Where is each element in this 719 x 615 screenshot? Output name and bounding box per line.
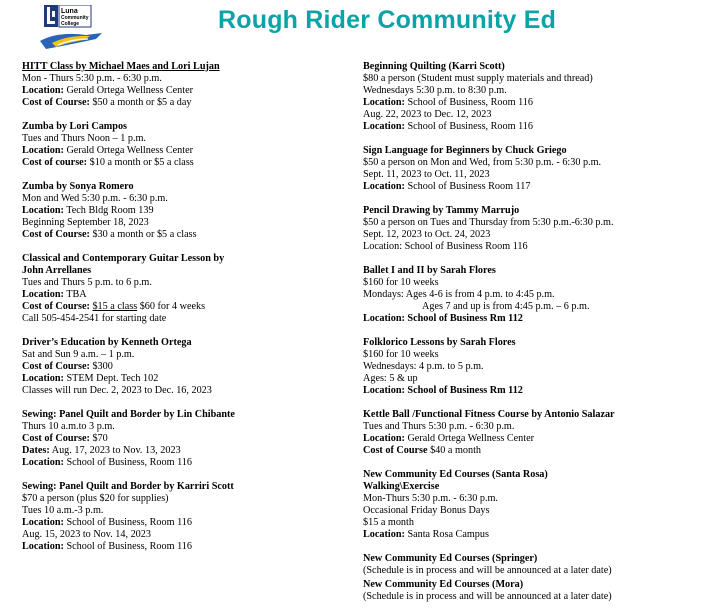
detail-text: Mon-Thurs 5:30 p.m. - 6:30 p.m. — [363, 492, 498, 504]
detail-text: Gerald Ortega Wellness Center — [404, 432, 535, 444]
detail-label: Location: — [363, 121, 405, 133]
course-section — [363, 145, 713, 193]
course-section — [363, 409, 713, 457]
course-detail-line — [22, 517, 342, 529]
detail-text: Tues 10 a.m.-3 p.m. — [22, 504, 104, 516]
course-detail-line — [22, 457, 342, 469]
detail-text: Wednesdays: 4 p.m. to 5 p.m. — [363, 360, 484, 372]
course-heading: Ballet I and II by Sarah Flores — [363, 264, 496, 276]
detail-label: Cost of Course: — [22, 432, 90, 444]
course-heading: Driver’s Education by Kenneth Ortega — [22, 336, 192, 348]
detail-text: School of Business Room 117 — [404, 181, 531, 193]
detail-text: Sat and Sun 9 a.m. – 1 p.m. — [22, 348, 135, 360]
course-section — [22, 253, 342, 326]
course-heading: New Community Ed Courses (Mora) — [363, 578, 524, 590]
course-detail-line — [363, 361, 713, 373]
course-detail-line — [363, 591, 713, 603]
course-detail-line — [22, 313, 342, 325]
detail-text: (Schedule is in process and will be announced at a later date) — [363, 564, 612, 576]
detail-text: Mon - Thurs 5:30 p.m. - 6:30 p.m. — [22, 73, 162, 85]
detail-text: Sept. 11, 2023 to Oct. 11, 2023 — [363, 169, 490, 181]
detail-text: Thurs 10 a.m.to 3 p.m. — [22, 420, 115, 432]
course-detail-line — [22, 229, 342, 241]
course-section — [22, 337, 342, 397]
detail-label: Location: — [22, 204, 64, 216]
course-heading: Kettle Ball /Functional Fitness Course by Antonio Salazar — [363, 408, 615, 420]
detail-label: Cost of Course: — [22, 360, 90, 372]
course-detail-line — [363, 301, 713, 313]
detail-text: (Schedule is in process and will be announced at a later date) — [363, 590, 612, 602]
logo-line2: Community — [61, 15, 89, 21]
course-detail-line — [22, 529, 342, 541]
course-detail-line — [363, 229, 713, 241]
page-title: Rough Rider Community Ed — [218, 6, 557, 34]
detail-text: Santa Rosa Campus — [404, 529, 489, 541]
course-detail-line — [363, 169, 713, 181]
course-section — [22, 481, 342, 554]
logo-line1: Luna — [61, 8, 78, 15]
course-detail-line — [363, 421, 713, 433]
course-detail-line — [363, 217, 713, 229]
detail-label: Location: — [22, 373, 64, 385]
course-detail-line — [363, 241, 713, 253]
course-heading: New Community Ed Courses (Santa Rosa) — [363, 468, 548, 480]
course-section — [363, 61, 713, 134]
course-section — [363, 205, 713, 253]
detail-text: Aug. 17, 2023 to Nov. 13, 2023 — [49, 445, 181, 457]
detail-label: Location: School of Business Rm 112 — [363, 313, 523, 325]
detail-label: Cost of Course: — [22, 97, 90, 109]
course-detail-line — [22, 73, 342, 85]
course-detail-line — [363, 277, 713, 289]
right-column — [363, 61, 713, 615]
course-detail-line — [363, 493, 713, 505]
detail-text: $50 a month or $5 a day — [89, 97, 192, 109]
course-detail-line — [22, 277, 342, 289]
detail-text: Aug. 15, 2023 to Nov. 14, 2023 — [22, 529, 151, 541]
detail-label: Location: — [363, 432, 405, 444]
detail-text: $70 a person (plus $20 for supplies) — [22, 492, 169, 504]
detail-text: School of Business, Room 116 — [404, 97, 533, 109]
course-heading: Folklorico Lessons by Sarah Flores — [363, 336, 516, 348]
course-heading: HITT Class by Michael Maes and Lori Lujan — [22, 61, 220, 72]
detail-text: $40 a month — [427, 445, 481, 457]
course-detail-line — [363, 121, 713, 133]
detail-label: Location: — [22, 145, 64, 157]
detail-label: Location: — [363, 529, 405, 541]
detail-text: Location: School of Business Room 116 — [363, 241, 528, 253]
detail-text: Aug. 22, 2023 to Dec. 12, 2023 — [363, 109, 492, 121]
course-heading: Sign Language for Beginners by Chuck Griego — [363, 145, 567, 157]
detail-text: Occasional Friday Bonus Days — [363, 504, 490, 516]
detail-text: $300 — [89, 360, 113, 372]
course-heading: Zumba by Sonya Romero — [22, 180, 134, 192]
course-detail-line — [22, 361, 342, 373]
detail-text: Gerald Ortega Wellness Center — [63, 85, 194, 97]
logo-line3: College — [61, 21, 80, 27]
detail-text: Mondays: Ages 4-6 is from 4 p.m. to 4:45 p.m. — [363, 289, 555, 300]
course-detail-line — [363, 313, 713, 325]
detail-text: Tues and Thurs 5:30 p.m. - 6:30 p.m. — [363, 420, 515, 432]
detail-text: Tues and Thurs Noon – 1 p.m. — [22, 132, 146, 144]
left-column — [22, 61, 342, 565]
course-detail-line — [363, 445, 713, 457]
detail-text: Mon and Wed 5:30 p.m. - 6:30 p.m. — [22, 192, 168, 204]
detail-label: Location: — [22, 85, 64, 97]
detail-label: Location: School of Business Rm 112 — [363, 385, 523, 397]
detail-text: Tues and Thurs 5 p.m. to 6 p.m. — [22, 276, 152, 288]
course-section — [22, 121, 342, 169]
course-detail-line — [22, 493, 342, 505]
detail-text: Tech Bldg Room 139 — [63, 204, 154, 216]
detail-label: Location: — [22, 457, 64, 469]
detail-text: School of Business, Room 116 — [63, 541, 192, 553]
course-detail-line — [363, 349, 713, 361]
detail-text: STEM Dept. Tech 102 — [63, 373, 159, 385]
course-detail-line — [363, 505, 713, 517]
course-heading: Pencil Drawing by Tammy Marrujo — [363, 204, 520, 216]
course-heading: Sewing: Panel Quilt and Border by Karriri Scott — [22, 480, 234, 492]
detail-label: Cost of Course — [363, 445, 428, 457]
course-section — [363, 553, 713, 577]
detail-label: Location: — [22, 541, 64, 553]
course-detail-line — [22, 373, 342, 385]
course-detail-line — [363, 97, 713, 109]
detail-text: School of Business, Room 116 — [63, 457, 192, 469]
course-heading-cont: John Arrellanes — [22, 264, 92, 276]
course-detail-line — [22, 289, 342, 301]
course-detail-line — [22, 505, 342, 517]
course-detail-line — [22, 217, 342, 229]
detail-text: TBA — [63, 289, 87, 300]
course-detail-line — [363, 181, 713, 193]
course-detail-line — [22, 445, 342, 457]
course-detail-line — [363, 565, 713, 577]
course-heading: Zumba by Lori Campos — [22, 120, 128, 132]
course-heading: New Community Ed Courses (Springer) — [363, 552, 538, 564]
detail-text: $80 a person (Student must supply materials and thread) — [363, 73, 593, 85]
course-section — [22, 181, 342, 241]
course-detail-line — [22, 301, 342, 313]
detail-label: Cost of course: — [22, 157, 88, 169]
detail-text: School of Business, Room 116 — [63, 517, 192, 528]
course-heading: Sewing: Panel Quilt and Border by Lin Chibante — [22, 408, 235, 420]
luna-community-college-logo — [38, 5, 108, 55]
detail-label: Location: — [363, 97, 405, 109]
detail-label: Cost of Course: — [22, 229, 90, 241]
detail-text: Ages 7 and up is from 4:45 p.m. – 6 p.m. — [422, 301, 590, 313]
detail-text: Beginning September 18, 2023 — [22, 217, 149, 229]
course-heading: Classical and Contemporary Guitar Lesson by — [22, 252, 225, 264]
detail-text: $70 — [89, 432, 108, 444]
detail-text: $30 a month or $5 a class — [89, 229, 197, 241]
course-detail-line — [363, 385, 713, 397]
course-section — [363, 337, 713, 397]
course-heading-cont: Walking\Exercise — [363, 480, 440, 492]
course-detail-line — [22, 385, 342, 397]
detail-label: Cost of Course: — [22, 301, 90, 313]
course-detail-line — [22, 421, 342, 433]
course-detail-line — [22, 433, 342, 445]
course-section — [22, 61, 342, 109]
course-detail-line — [22, 157, 342, 169]
detail-text: School of Business, Room 116 — [404, 121, 533, 133]
detail-underlined-text: $15 a class — [92, 301, 138, 313]
course-detail-line — [363, 73, 713, 85]
detail-label: Location: — [22, 517, 64, 528]
detail-text: $10 a month or $5 a class — [87, 157, 194, 169]
course-detail-line — [22, 97, 342, 109]
course-detail-line — [22, 145, 342, 157]
course-detail-line — [22, 349, 342, 361]
course-detail-line — [363, 109, 713, 121]
detail-text: $50 a person on Mon and Wed, from 5:30 p.m. - 6:30 p.m. — [363, 157, 602, 169]
course-section — [22, 409, 342, 469]
course-detail-line — [363, 85, 713, 97]
course-detail-line — [363, 517, 713, 529]
detail-text: Classes will run Dec. 2, 2023 to Dec. 16, 2023 — [22, 385, 212, 397]
detail-text: Gerald Ortega Wellness Center — [63, 145, 194, 157]
detail-text: $160 for 10 weeks — [363, 276, 439, 288]
course-detail-line — [363, 529, 713, 541]
course-detail-line — [22, 205, 342, 217]
course-detail-line — [363, 289, 713, 301]
detail-text: Call 505-454-2541 for starting date — [22, 313, 167, 325]
course-detail-line — [22, 133, 342, 145]
detail-text: Wednesdays 5:30 p.m. to 8:30 p.m. — [363, 85, 507, 97]
course-section — [363, 265, 713, 325]
detail-text: $160 for 10 weeks — [363, 348, 439, 360]
detail-text: Sept. 12, 2023 to Oct. 24, 2023 — [363, 229, 491, 241]
detail-text: Ages: 5 & up — [363, 373, 418, 385]
detail-text: $50 a person on Tues and Thursday from 5:30 p.m.-6:30 p.m. — [363, 217, 614, 229]
course-heading: Beginning Quilting (Karri Scott) — [363, 61, 505, 72]
detail-text-2: $60 for 4 weeks — [137, 301, 206, 313]
course-detail-line — [22, 85, 342, 97]
course-section — [363, 469, 713, 542]
detail-text: $15 a month — [363, 517, 414, 528]
course-section — [363, 579, 713, 603]
course-detail-line — [363, 433, 713, 445]
detail-label: Location: — [363, 181, 405, 193]
course-detail-line — [363, 157, 713, 169]
course-detail-line — [22, 541, 342, 553]
detail-label: Location: — [22, 289, 64, 300]
course-detail-line — [363, 373, 713, 385]
detail-label: Dates: — [22, 445, 50, 457]
course-detail-line — [22, 193, 342, 205]
